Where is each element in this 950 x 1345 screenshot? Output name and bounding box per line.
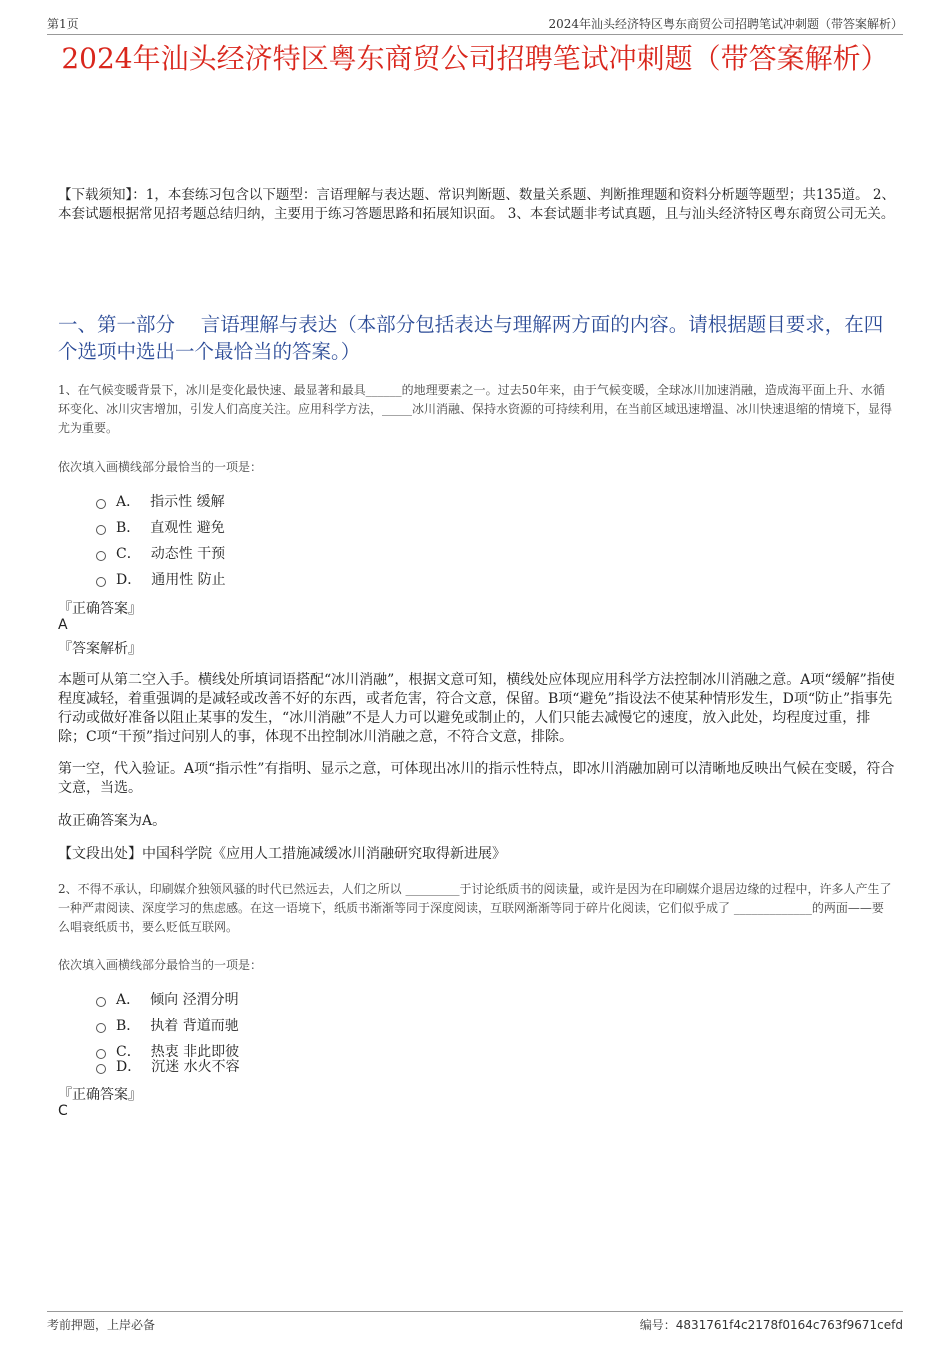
option-letter: D． xyxy=(116,572,142,588)
question-1-analysis-para: 本题可从第二空入手。横线处所填词语搭配“冰川消融”，根据文意可知，横线处应体现应用科学方法控制冰川消融之意。A项“缓解”指使程度减轻，着重强调的是减轻或改善不好的东西，或者危害，符合文意，保留。B项“避免”指设法不使某种情形发生，D项“防止”指事先行动或做好准备以阻止某事的发生，“冰川消融”不是人力可以避免或制止的，人们只能去减慢它的速度，放入此处，均程度过重，排除；C项“干预”指过问别人的事，体现不出控制冰川消融之意，不符合文意，排除。 xyxy=(58,672,895,745)
question-2-option-a[interactable] xyxy=(96,989,239,1009)
question-1-answer-label: 『正确答案』 xyxy=(58,601,142,617)
option-letter: A． xyxy=(116,494,141,510)
option-letter: D． xyxy=(116,1059,142,1075)
radio-icon[interactable] xyxy=(96,499,106,509)
option-letter: C． xyxy=(116,546,141,562)
option-text: 指示性 缓解 xyxy=(150,494,225,510)
question-1-option-d[interactable] xyxy=(96,569,226,589)
radio-icon[interactable] xyxy=(96,1064,106,1074)
option-letter: B． xyxy=(116,520,141,536)
radio-icon[interactable] xyxy=(96,577,106,587)
radio-icon[interactable] xyxy=(96,1023,106,1033)
option-text: 执着 背道而驰 xyxy=(150,1018,239,1034)
page-title: 2024年汕头经济特区粤东商贸公司招聘笔试冲刺题（带答案解析） xyxy=(61,42,889,75)
option-text: 倾向 泾渭分明 xyxy=(150,992,239,1008)
radio-icon[interactable] xyxy=(96,551,106,561)
question-2-option-b[interactable] xyxy=(96,1015,239,1035)
question-2-prompt: 依次填入画横线部分最恰当的一项是： xyxy=(58,958,263,972)
option-letter: A． xyxy=(116,992,141,1008)
page-number: 第1页 xyxy=(47,17,79,31)
question-2-answer: C xyxy=(58,1103,68,1119)
section-heading: 一、第一部分 言语理解与表达（本部分包括表达与理解两方面的内容。请根据题目要求，在四个选项中选出一个最恰当的答案。） xyxy=(58,313,884,363)
page-footer xyxy=(47,1311,903,1338)
radio-icon[interactable] xyxy=(96,997,106,1007)
question-1-prompt: 依次填入画横线部分最恰当的一项是： xyxy=(58,460,263,474)
option-text: 沉迷 水火不容 xyxy=(151,1059,240,1075)
header-doc-title: 2024年汕头经济特区粤东商贸公司招聘笔试冲刺题（带答案解析） xyxy=(548,17,903,31)
option-text: 通用性 防止 xyxy=(151,572,226,588)
question-1-analysis-para: 第一空，代入验证。A项“指示性”有指明、显示之意，可体现出冰川的指示性特点，即冰川消融加剧可以清晰地反映出气候在变暖，符合文意，当选。 xyxy=(58,761,895,796)
question-1-option-b[interactable] xyxy=(96,517,225,537)
option-letter: B． xyxy=(116,1018,141,1034)
question-1-source: 【文段出处】中国科学院《应用人工措施减缓冰川消融研究取得新进展》 xyxy=(58,846,506,862)
question-1-conclusion: 故正确答案为A。 xyxy=(58,813,167,829)
option-text: 热衷 非此即彼 xyxy=(150,1044,240,1060)
download-notice: 【下载须知】：1，本套练习包含以下题型：言语理解与表达题、常识判断题、数量关系题、判断推理题和资料分析题等题型；共135道。 2、本套试题根据常见招考题总结归纳，主要用于练习答题思路和拓展知识面。 3、本套试题非考试真题，且与汕头经济特区粤东商贸公司无关。 xyxy=(58,187,895,222)
footer-code-value: 4831761f4c2178f0164c763f9671cefd xyxy=(675,1318,903,1332)
footer-code-label: 编号： xyxy=(639,1318,676,1332)
question-2-option-d[interactable] xyxy=(96,1056,240,1076)
option-text: 直观性 避免 xyxy=(150,520,225,536)
footer-code xyxy=(640,1316,903,1333)
page-header xyxy=(47,12,903,35)
question-1-option-a[interactable] xyxy=(96,491,225,511)
question-2-text: 2、不得不承认，印刷媒介独领风骚的时代已然远去，人们之所以 _________于讨论纸质书的阅读量，或许是因为在印刷媒介退居边缘的过程中，许多人产生了一种严肃阅读、深度学习的焦虑感。在这一语境下，纸质书渐渐等同于深度阅读，互联网渐渐等同于碎片化阅读，它们似乎成了 _____________的两面——要么唱衰纸质书，要么贬低互联网。 xyxy=(58,882,892,934)
question-1-option-c[interactable] xyxy=(96,543,225,563)
radio-icon[interactable] xyxy=(96,525,106,535)
question-1-answer: A xyxy=(58,617,68,633)
question-1-analysis-label: 『答案解析』 xyxy=(58,641,142,657)
question-1-text: 1、在气候变暖背景下，冰川是变化最快速、最显著和最具______的地理要素之一。过去50年来，由于气候变暖，全球冰川加速消融，造成海平面上升、水循环变化、冰川灾害增加，引发人们高度关注。应用科学方法，_____冰川消融、保持水资源的可持续利用，在当前区域迅速增温、冰川快速退缩的情境下，显得尤为重要。 xyxy=(58,383,893,435)
footer-slogan: 考前押题，上岸必备 xyxy=(47,1318,156,1332)
option-letter: C． xyxy=(116,1044,141,1060)
question-2-answer-label: 『正确答案』 xyxy=(58,1087,142,1103)
option-text: 动态性 干预 xyxy=(150,546,226,562)
